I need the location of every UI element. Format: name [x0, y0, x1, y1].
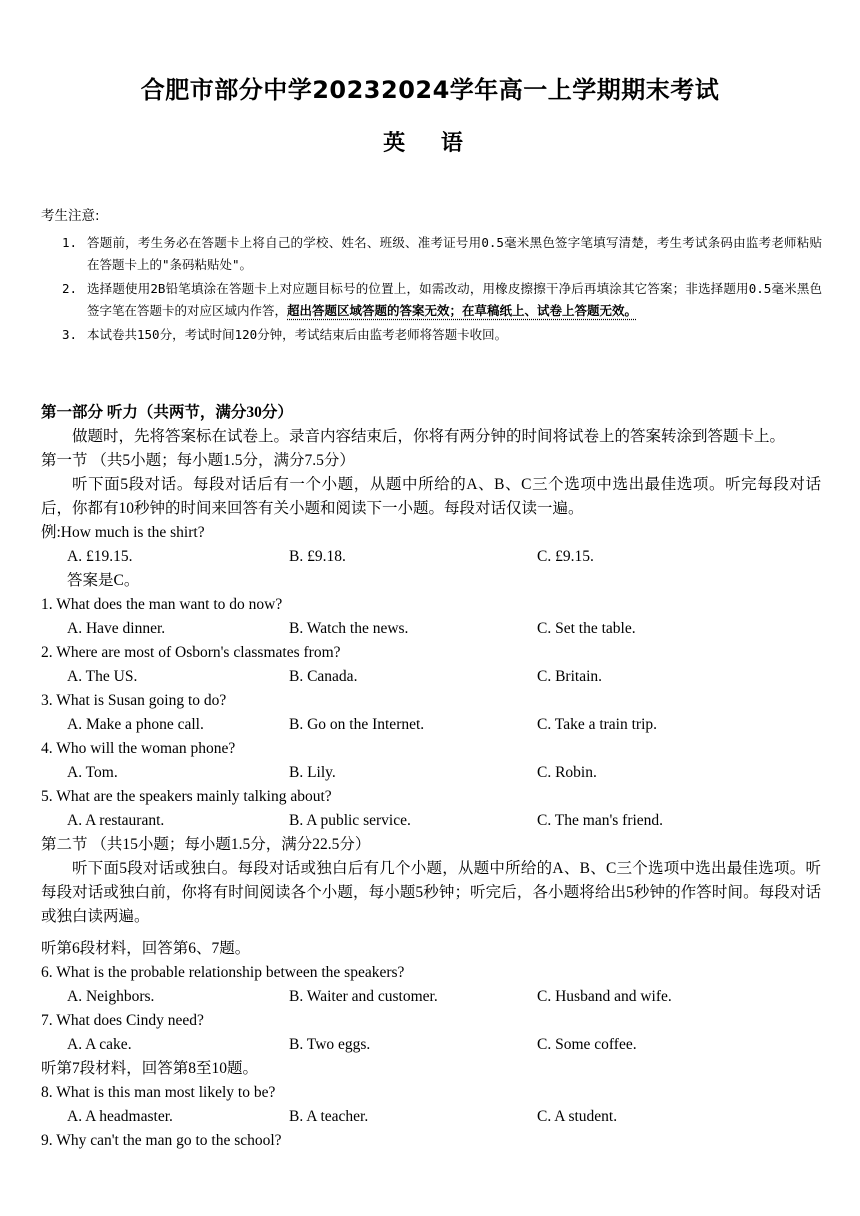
option-a: A. A headmaster. — [67, 1108, 173, 1125]
notice-emphasis: 超出答题区域答题的答案无效；在草稿纸上、试卷上答题无效。 — [287, 303, 638, 318]
example-options — [41, 545, 821, 569]
notice-list — [62, 232, 822, 348]
part1-heading: 第一部分 听力（共两节，满分30分） — [41, 404, 293, 421]
question-5: 5. What are the speakers mainly talking about? — [41, 788, 332, 805]
section1-heading: 第一节 （共5小题；每小题1.5分，满分7.5分） — [41, 452, 355, 469]
option-c: C. A student. — [537, 1108, 618, 1125]
notice-number: 1. — [62, 235, 78, 250]
exam-title: 合肥市部分中学20232024学年高一上学期期末考试 — [140, 76, 720, 104]
option-b: B. A teacher. — [289, 1108, 369, 1125]
question-7-options — [41, 1033, 821, 1057]
option-a: A. £19.15. — [67, 548, 133, 565]
option-c: C. Take a train trip. — [537, 716, 658, 733]
option-c: C. Some coffee. — [537, 1036, 637, 1053]
option-a: A. A restaurant. — [67, 812, 165, 829]
listening-part — [41, 401, 821, 1153]
option-b: B. Lily. — [289, 764, 336, 781]
option-b: B. Two eggs. — [289, 1036, 371, 1053]
option-a: A. Neighbors. — [67, 988, 155, 1005]
option-a: A. Have dinner. — [67, 620, 166, 637]
notice-number: 2. — [62, 281, 78, 296]
question-4-options — [41, 761, 821, 785]
question-8-options — [41, 1105, 821, 1129]
option-c: C. Robin. — [537, 764, 597, 781]
option-c: C. Britain. — [537, 668, 603, 685]
part1-intro: 做题时，先将答案标在试卷上。录音内容结束后，你将有两分钟的时间将试卷上的答案转涂到答题卡上。 — [72, 428, 786, 445]
question-1: 1. What does the man want to do now? — [41, 596, 283, 613]
example-answer: 答案是C。 — [67, 572, 140, 589]
question-2: 2. Where are most of Osborn's classmates from? — [41, 644, 341, 661]
group-6-instruction: 听第6段材料，回答第6、7题。 — [41, 940, 251, 957]
option-b: B. A public service. — [289, 812, 411, 829]
option-a: A. The US. — [67, 668, 138, 685]
question-2-options — [41, 665, 821, 689]
notice-text: 答题前，考生务必在答题卡上将自己的学校、姓名、班级、准考证号用0.5毫米黑色签字笔填写清楚，考生考试条码由监考老师粘贴在答题卡上的"条码粘贴处"。 — [87, 235, 822, 272]
notice-item-2 — [62, 278, 822, 322]
group-7-instruction: 听第7段材料，回答第8至10题。 — [41, 1060, 259, 1077]
option-b: B. Waiter and customer. — [289, 988, 438, 1005]
question-3-options — [41, 713, 821, 737]
notice-number: 3. — [62, 327, 78, 342]
question-5-options — [41, 809, 821, 833]
example-question: 例:How much is the shirt? — [41, 524, 205, 541]
notice-item-3 — [62, 324, 822, 346]
option-b: B. Canada. — [289, 668, 358, 685]
question-1-options — [41, 617, 821, 641]
option-b: B. Go on the Internet. — [289, 716, 425, 733]
question-6: 6. What is the probable relationship between the speakers? — [41, 964, 405, 981]
notice-heading: 考生注意: — [41, 208, 100, 224]
option-a: A. Make a phone call. — [67, 716, 204, 733]
option-b: B. £9.18. — [289, 548, 346, 565]
notice-text: 选择题使用2B铅笔填涂在答题卡上对应题目标号的位置上，如需改动，用橡皮擦擦干净后再填涂其它答案；非选择题用0.5毫米黑色签字笔在答题卡的对应区域内作答， — [87, 281, 822, 318]
section2-heading: 第二节 （共15小题；每小题1.5分，满分22.5分） — [41, 836, 371, 853]
question-3: 3. What is Susan going to do? — [41, 692, 227, 709]
option-c: C. £9.15. — [537, 548, 594, 565]
question-6-options — [41, 985, 821, 1009]
option-a: A. A cake. — [67, 1036, 132, 1053]
option-a: A. Tom. — [67, 764, 118, 781]
question-4: 4. Who will the woman phone? — [41, 740, 236, 757]
section1-intro: 听下面5段对话。每段对话后有一个小题，从题中所给的A、B、C三个选项中选出最佳选项。听完每段对话后，你都有10秒钟的时间来回答有关小题和阅读下一小题。每段对话仅读一遍。 — [41, 476, 821, 517]
option-b: B. Watch the news. — [289, 620, 409, 637]
section2-intro: 听下面5段对话或独白。每段对话或独白后有几个小题，从题中所给的A、B、C三个选项中选出最佳选项。听每段对话或独白前，你将有时间阅读各个小题，每小题5秒钟；听完后，各小题将给出5秒钟的作答时间。每段对话或独白读两遍。 — [41, 860, 821, 925]
option-c: C. Husband and wife. — [537, 988, 672, 1005]
notice-text: 本试卷共150分，考试时间120分钟，考试结束后由监考老师将答题卡收回。 — [87, 327, 508, 342]
option-c: C. The man's friend. — [537, 812, 664, 829]
subject-title: 英 语 — [383, 130, 477, 156]
question-8: 8. What is this man most likely to be? — [41, 1084, 276, 1101]
option-c: C. Set the table. — [537, 620, 636, 637]
question-7: 7. What does Cindy need? — [41, 1012, 204, 1029]
notice-item-1 — [62, 232, 822, 276]
question-9: 9. Why can't the man go to the school? — [41, 1132, 282, 1149]
